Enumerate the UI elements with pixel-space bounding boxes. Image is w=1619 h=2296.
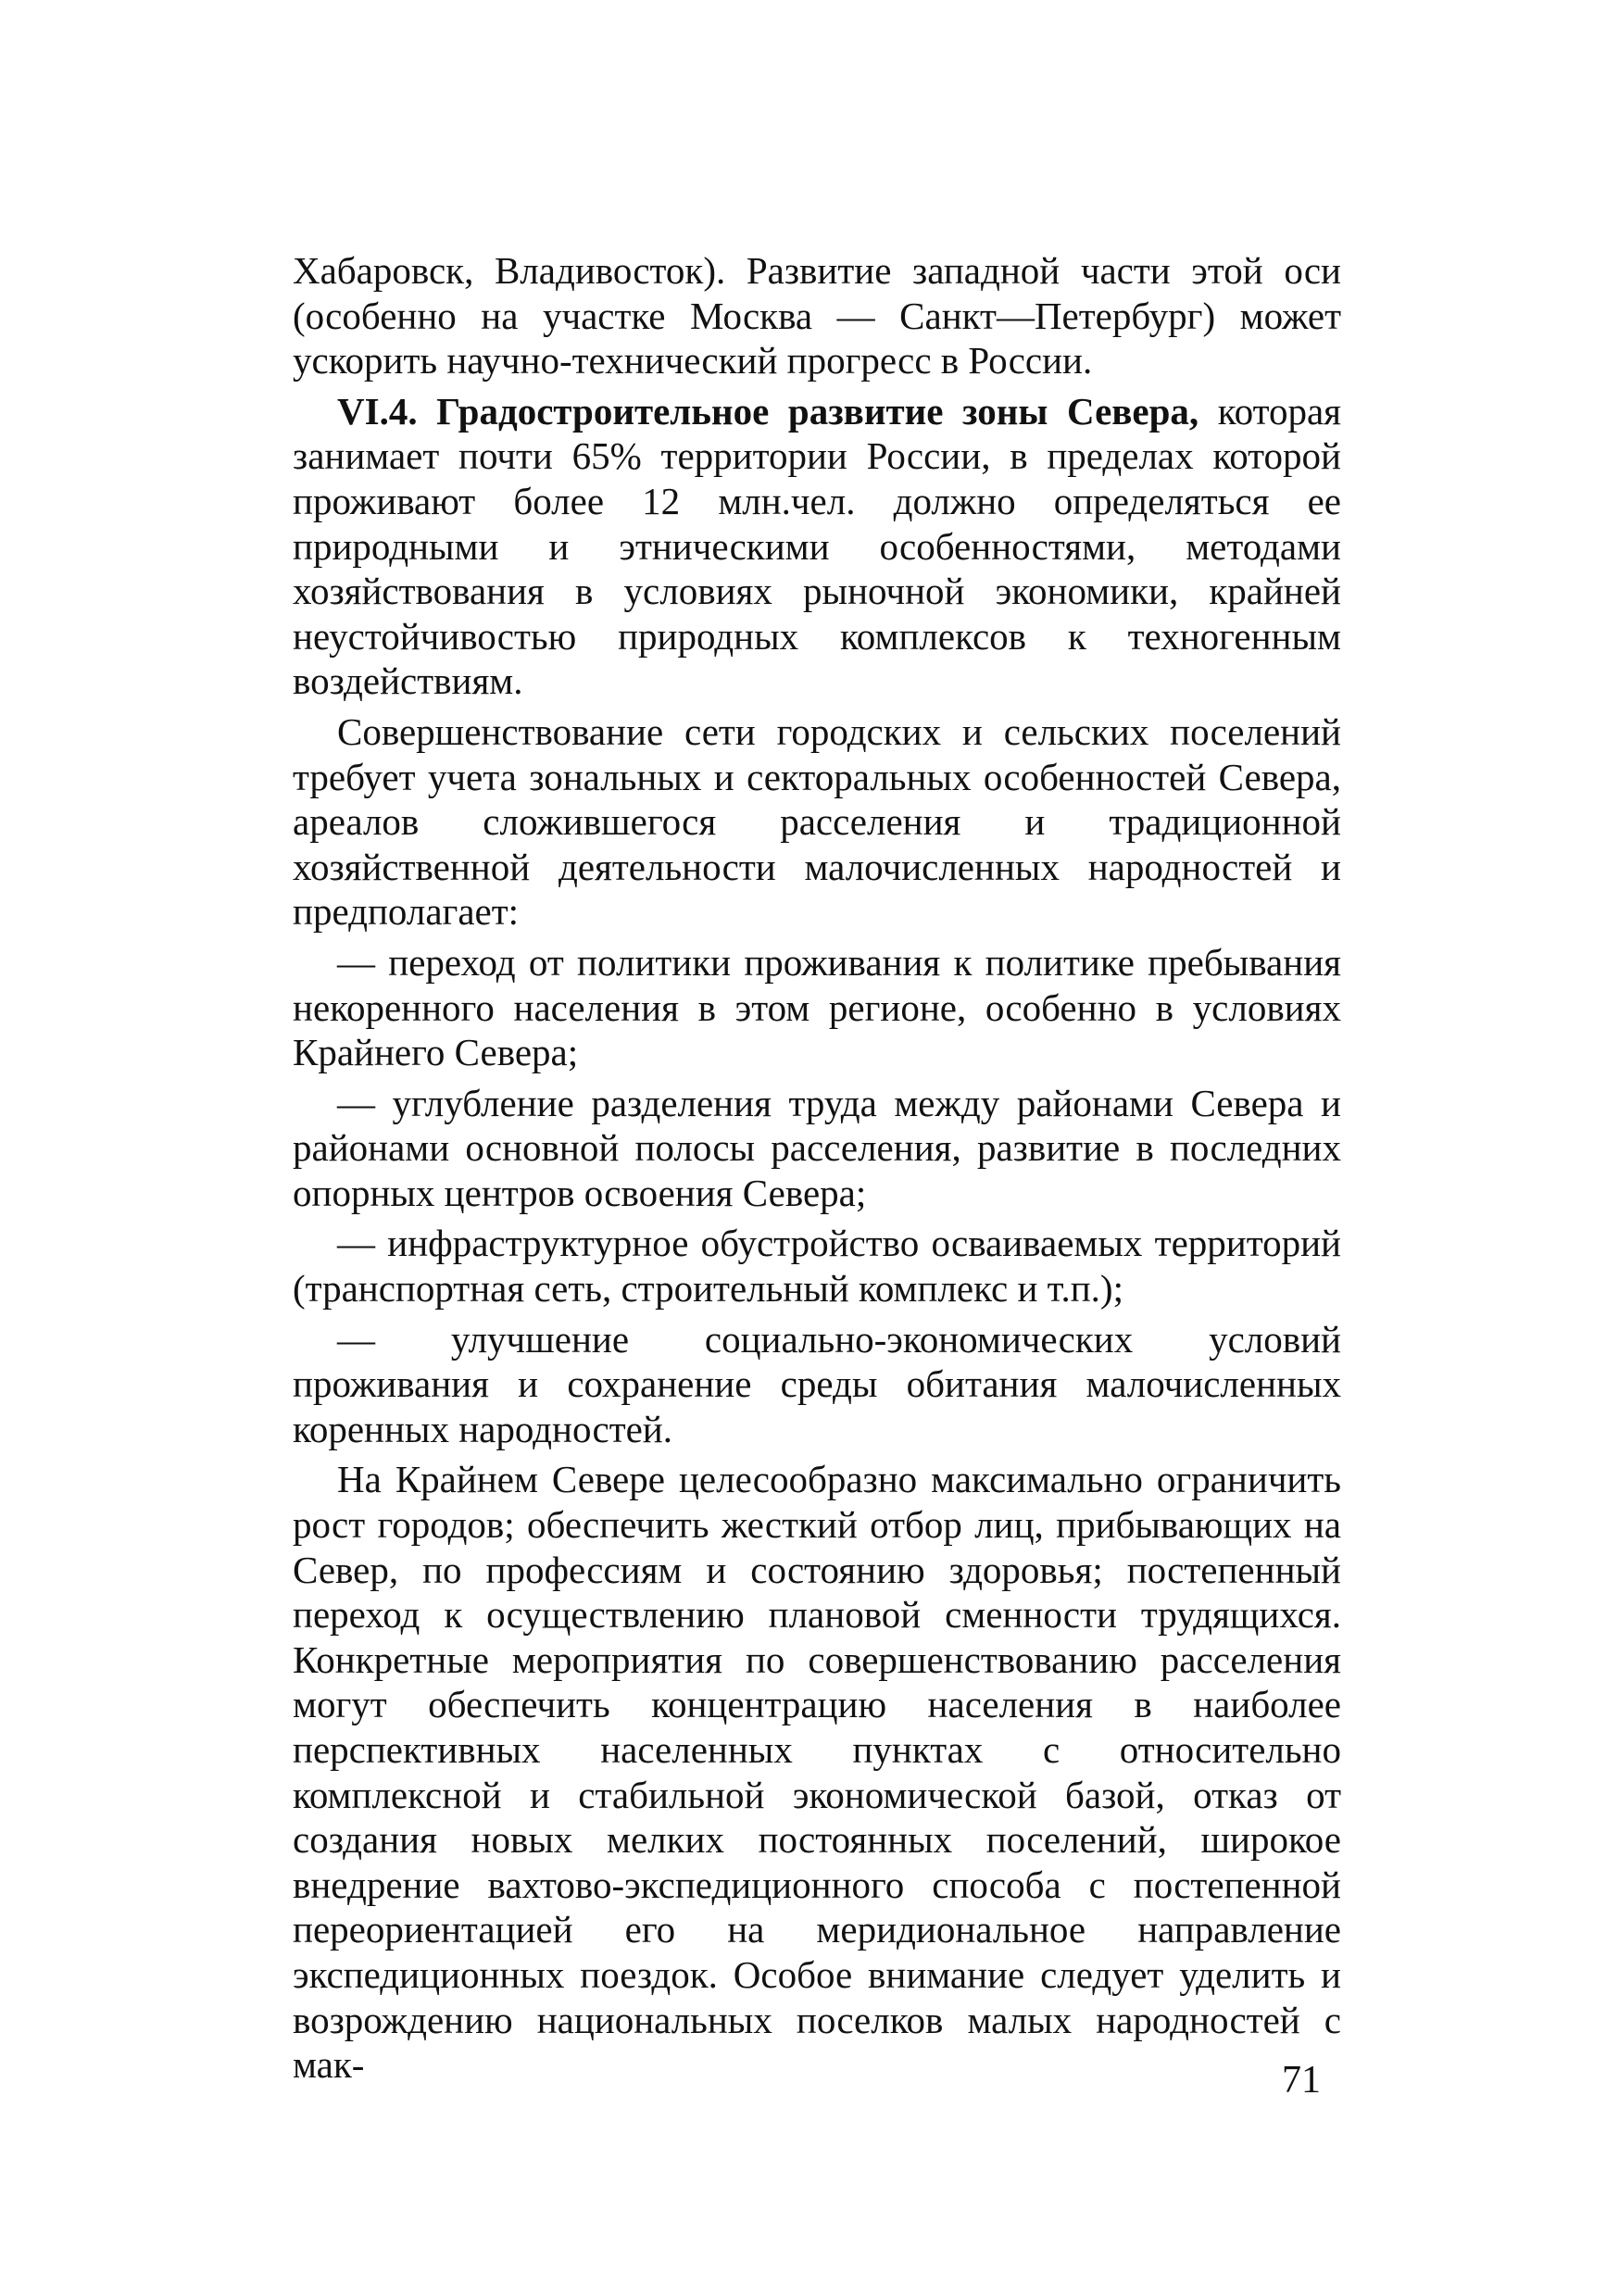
page-number: 71 [1282,2059,1321,2102]
list-item: — переход от политики проживания к политике пребывания некоренного населения в этом регионе, особенно в условиях Крайнего Севера; [293,940,1341,1074]
paragraph: На Крайнем Севере целесообразно максимально ограничить рост городов; обеспечить жесткий отбор лиц, прибывающих на Север, по профессиям и состоянию здоровья; постепенный переход к осуществлению плановой сменности трудящихся. Конкретные мероприятия по совершенствованию расселения могут обеспечить концентрацию населения в наиболее перспективных населенных пунктах с относительно комплексной и стабильной экономической базой, отказ от создания новых мелких постоянных поселений, широкое внедрение вахтово-экспедиционного способа с постепенной переориентацией его на меридиональное направление экспедиционных поездок. Особое внимание следует уделить и возрождению национальных поселков малых народностей с мак- [293,1458,1341,2087]
list-item: — углубление разделения труда между районами Севера и районами основной полосы расселения, развитие в последних опорных центров освоения Севера; [293,1081,1341,1214]
paragraph-continuation: Хабаровск, Владивосток). Развитие западной части этой оси (особенно на участке Москва — Санкт—Петербург) может ускорить научно-технический прогресс в России. [293,249,1341,383]
section-paragraph-body: которая занимает почти 65% территории России, в пределах которой проживают более 12 млн.чел. должно определяться ее природными и этническими особенностями, методами хозяйствования в условиях рыночной экономики, крайней неустойчивостью природных комплексов к техногенным воздействиям. [293,389,1341,703]
list-item: — инфраструктурное обустройство осваиваемых территорий (транспортная сеть, строительный комплекс и т.п.); [293,1222,1341,1311]
section-paragraph [293,389,1341,704]
list-item: — улучшение социально-экономических условий проживания и сохранение среды обитания малочисленных коренных народностей. [293,1317,1341,1450]
page-text [293,248,1341,2093]
paragraph: Совершенствование сети городских и сельских поселений требует учета зональных и секторальных особенностей Севера, ареалов сложившегося расселения и традиционной хозяйственной деятельности малочисленных народностей и предполагает: [293,709,1341,934]
section-heading: VI.4. Градостроительное развитие зоны Севера, [337,389,1199,433]
